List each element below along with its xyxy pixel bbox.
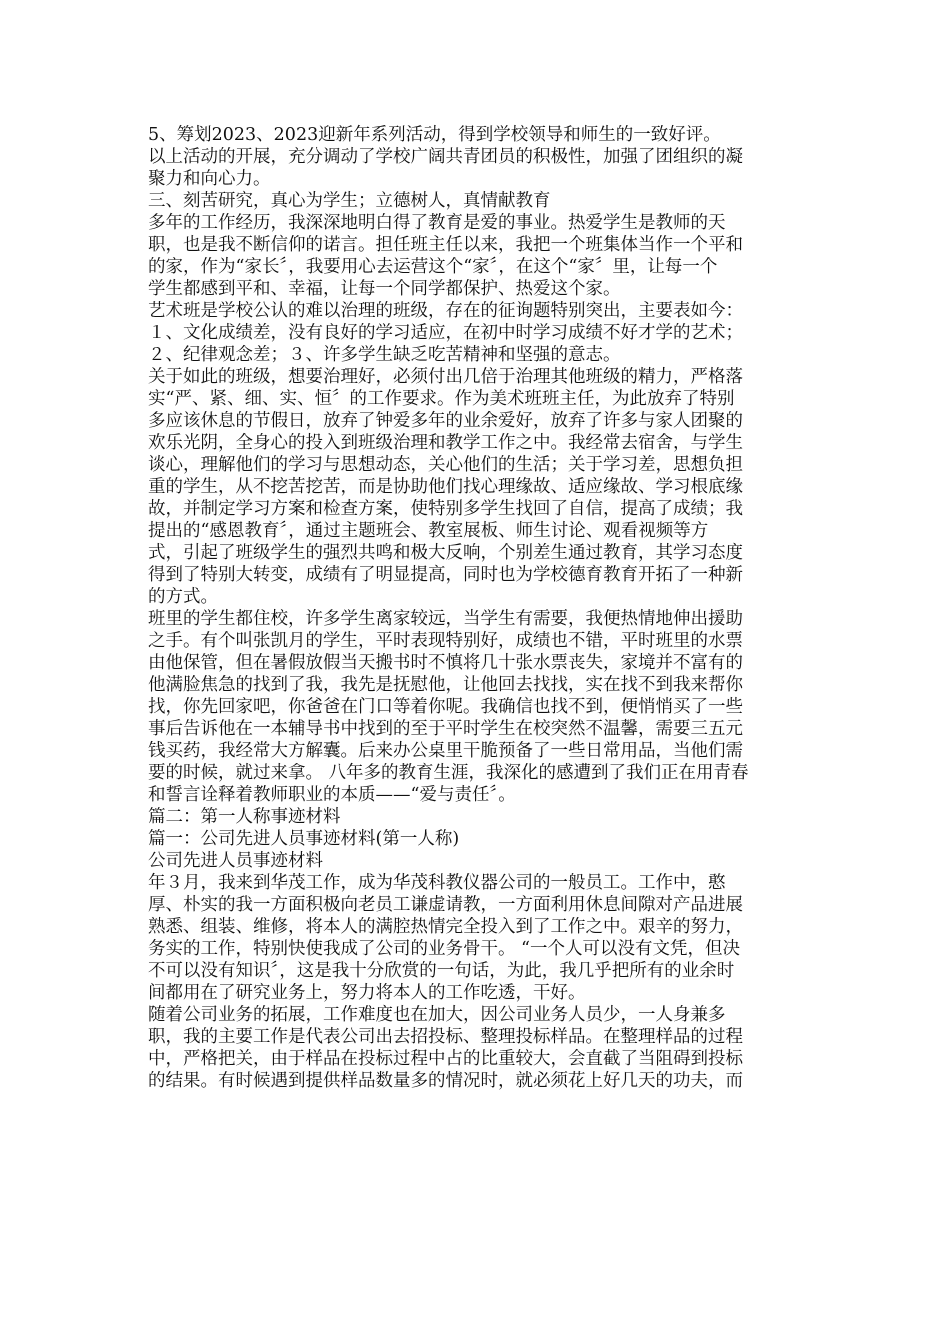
text-line: 班里的学生都住校，许多学生离家较远，当学生有需要，我便热情地伸出援助 [148,609,743,629]
section-heading: 篇二：第一人称事迹材料 [148,807,341,827]
text-line: 的方式。 [148,587,218,607]
text-line: 艺术班是学校公认的难以治理的班级，存在的征询题特别突出，主要表如今： [148,301,743,321]
text-line: 的结果。有时候遇到提供样品数量多的情况时，就必须花上好几天的功夫，而 [148,1071,743,1091]
text-line: 之手。有个叫张凯月的学生，平时表现特别好，成绩也不错，平时班里的水票 [148,631,743,651]
text-line: 重的学生，从不挖苦挖苦，而是协助他们找心理缘故、适应缘故、学习根底缘 [148,477,743,497]
text-line: 的家，作为“家长〞，我要用心去运营这个“家〞，在这个“家〞里，让每一个 [148,257,718,277]
section-heading: 篇一：公司先进人员事迹材料(第一人称) [148,829,460,849]
text-line: 5、筹划2023、2023迎新年系列活动，得到学校领导和师生的一致好评。 [148,125,721,145]
text-line: 实“严、紧、细、实、恒〞的工作要求。作为美术班班主任，为此放弃了特别 [148,389,735,409]
text-line: 欢乐光阴，全身心的投入到班级治理和教学工作之中。我经常去宿舍，与学生 [148,433,743,453]
text-line: 多年的工作经历，我深深地明白得了教育是爱的事业。热爱学生是教师的天 [148,213,726,233]
text-line: 找，你先回家吧，你爸爸在门口等着你呢。我确信也找不到，便悄悄买了一些 [148,697,743,717]
text-line: 故，并制定学习方案和检查方案，使特别多学生找回了自信，提高了成绩；我 [148,499,743,519]
text-line: 谈心，理解他们的学习与思想动态，关心他们的生活；关于学习差，思想负担 [148,455,743,475]
document-body [148,124,808,1092]
text-line: 中，严格把关，由于样品在投标过程中占的比重较大，会直截了当阻碍到投标 [148,1049,743,1069]
text-line: 得到了特别大转变，成绩有了明显提高，同时也为学校德育教育开拓了一种新 [148,565,743,585]
text-line: 和誓言诠释着教师职业的本质——“爱与责任〞。 [148,785,516,805]
text-line: 以上活动的开展，充分调动了学校广阔共青团员的积极性，加强了团组织的凝 [148,147,743,167]
text-line: １、文化成绩差，没有良好的学习适应，在初中时学习成绩不好才学的艺术； [148,323,743,343]
section-heading: 三、刻苦研究，真心为学生；立德树人，真情献教育 [148,191,551,211]
text-line: 关于如此的班级，想要治理好，必须付出几倍于治理其他班级的精力，严格落 [148,367,743,387]
text-line: 职，也是我不断信仰的诺言。担任班主任以来，我把一个班集体当作一个平和 [148,235,743,255]
text-line: 钱买药，我经常大方解囊。后来办公桌里干脆预备了一些日常用品，当他们需 [148,741,743,761]
text-line: 式，引起了班级学生的强烈共鸣和极大反响，个别差生通过教育，其学习态度 [148,543,743,563]
text-line: 提出的“感恩教育〞，通过主题班会、教室展板、师生讨论、观看视频等方 [148,521,709,541]
text-line: 学生都感到平和、幸福，让每一个同学都保护、热爱这个家。 [148,279,621,299]
section-heading: 公司先进人员事迹材料 [148,851,323,871]
text-line: 多应该休息的节假日，放弃了钟爱多年的业余爱好，放弃了许多与家人团聚的 [148,411,743,431]
text-line: 要的时候，就过来拿。 八年多的教育生涯，我深化的感遭到了我们正在用青春 [148,763,749,783]
text-line: 事后告诉他在一本辅导书中找到的至于平时学生在校突然不温馨，需要三五元 [148,719,743,739]
text-line: 年３月，我来到华茂工作，成为华茂科教仪器公司的一般员工。工作中，憨 [148,873,726,893]
text-line: 他满脸焦急的找到了我，我先是抚慰他，让他回去找找，实在找不到我来帮你 [148,675,743,695]
text-line: ２、纪律观念差；３、许多学生缺乏吃苦精神和坚强的意志。 [148,345,621,365]
text-line: 厚、朴实的我一方面积极向老员工谦虚请教，一方面利用休息间隙对产品进展 [148,895,743,915]
text-line: 间都用在了研究业务上，努力将本人的工作吃透，干好。 [148,983,586,1003]
text-line: 由他保管，但在暑假放假当天搬书时不慎将几十张水票丧失，家境并不富有的 [148,653,743,673]
text-line: 务实的工作，特别快使我成了公司的业务骨干。 “一个人可以没有文凭，但决 [148,939,741,959]
text-line: 不可以没有知识〞，这是我十分欣赏的一句话，为此，我几乎把所有的业余时 [148,961,735,981]
text-line: 随着公司业务的拓展，工作难度也在加大，因公司业务人员少，一人身兼多 [148,1005,726,1025]
text-line: 职，我的主要工作是代表公司出去招投标、整理投标样品。在整理样品的过程 [148,1027,743,1047]
text-line: 聚力和向心力。 [148,169,271,189]
text-line: 熟悉、组装、维修，将本人的满腔热情完全投入到了工作之中。艰辛的努力， [148,917,743,937]
